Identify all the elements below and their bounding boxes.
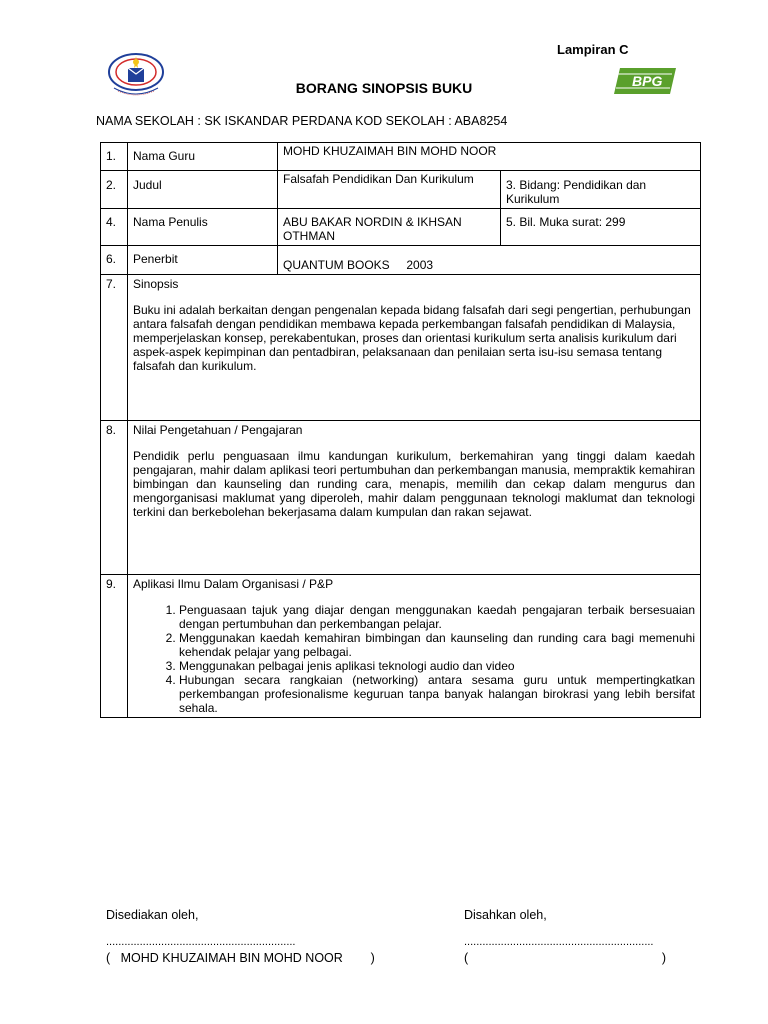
school-info: NAMA SEKOLAH : SK ISKANDAR PERDANA KOD SEKOLAH : ABA8254 bbox=[96, 114, 508, 128]
prepared-signature-line: .............................................................. bbox=[106, 936, 296, 948]
open-paren: ( bbox=[464, 951, 469, 965]
application-cell bbox=[128, 575, 701, 718]
publisher-value: QUANTUM BOOKS 2003 bbox=[278, 246, 701, 275]
row-number: 8. bbox=[101, 421, 128, 575]
field-label: Penerbit bbox=[128, 246, 278, 275]
page-title: BORANG SINOPSIS BUKU bbox=[295, 80, 473, 96]
synopsis-cell bbox=[128, 275, 701, 421]
prepared-by-name: ( MOHD KHUZAIMAH BIN MOHD NOOR ) bbox=[106, 951, 375, 965]
synopsis-text: Buku ini adalah berkaitan dengan pengenalan kepada bidang falsafah dari segi pengertian, perhubungan antara falsafah dengan pendidikan membawa kepada perkembangan falsafah pendidikan di Malaysia, memperjelaskan konsep, perekabentukan, proses dan orientasi kurikulum serta analisis kurikulum dari aspek-aspek kepimpinan dan pentadbiran, pelaksanaan dan penilaian serta isu-isu semasa tentang falsafah dan kurikulum. bbox=[133, 303, 691, 373]
row-application bbox=[101, 575, 701, 718]
field-label: Nama Guru bbox=[128, 143, 278, 171]
attachment-label: Lampiran C bbox=[557, 42, 629, 57]
row-publisher bbox=[101, 246, 701, 275]
list-item: 3. Menggunakan pelbagai jenis aplikasi teknologi audio dan video bbox=[179, 659, 695, 673]
section-heading: Sinopsis bbox=[133, 277, 179, 291]
row-number: 2. bbox=[101, 171, 128, 209]
list-item: 1. Penguasaan tajuk yang diajar dengan menggunakan kaedah pengajaran terbaik bersesuaian dengan pertumbuhan dan perkembangan pelajar. bbox=[179, 603, 695, 631]
approved-signature-line: .............................................................. bbox=[464, 936, 654, 948]
row-title bbox=[101, 171, 701, 209]
synopsis-form-table bbox=[100, 142, 701, 718]
row-number: 9. bbox=[101, 575, 128, 718]
row-number: 7. bbox=[101, 275, 128, 421]
approved-by-name bbox=[464, 951, 666, 965]
teacher-name-value: MOHD KHUZAIMAH BIN MOHD NOOR bbox=[278, 143, 701, 171]
author-value: ABU BAKAR NORDIN & IKHSAN OTHMAN bbox=[278, 209, 501, 246]
list-item: 4. Hubungan secara rangkaian (networking) antara sesama guru untuk mempertingkatkan perkembangan profesionalisme keguruan tanpa banyak halangan birokrasi yang lebih bersifat sehala. bbox=[179, 673, 695, 715]
row-number: 1. bbox=[101, 143, 128, 171]
application-list bbox=[133, 603, 695, 715]
close-paren: ) bbox=[661, 951, 666, 965]
knowledge-cell bbox=[128, 421, 701, 575]
svg-text:BPG: BPG bbox=[632, 73, 663, 89]
row-knowledge-value bbox=[101, 421, 701, 575]
approved-by-label: Disahkan oleh, bbox=[464, 908, 547, 922]
field-label: Judul bbox=[128, 171, 278, 209]
row-synopsis bbox=[101, 275, 701, 421]
row-author bbox=[101, 209, 701, 246]
list-item: 2. Menggunakan kaedah kemahiran bimbingan dan kaunseling dan runding cara bagi memenuhi kehendak pelajar yang pelbagai. bbox=[179, 631, 695, 659]
field-label: Nama Penulis bbox=[128, 209, 278, 246]
row-number: 6. bbox=[101, 246, 128, 275]
prepared-by-label: Disediakan oleh, bbox=[106, 908, 199, 922]
section-heading: Aplikasi Ilmu Dalam Organisasi / P&P bbox=[133, 577, 334, 591]
row-teacher-name bbox=[101, 143, 701, 171]
book-title-value: Falsafah Pendidikan Dan Kurikulum bbox=[278, 171, 501, 209]
knowledge-text: Pendidik perlu penguasaan ilmu kandungan kurikulum, berkemahiran yang tinggi dalam kaedah pengajaran, mahir dalam aplikasi teori pertumbuhan dan perkembangan manusia, mempraktik kemahiran bimbingan dan kaunseling dan runding cara, menapis, memilih dan cekap dalam mengurus dan mengorganisasi maklumat yang diperoleh, mahir dalam penggunaan teknologi maklumat dan teknologi terkini dan berkebolehan bekerjasama dalam kumpulan dan rakan sejawat. bbox=[133, 449, 695, 519]
section-heading: Nilai Pengetahuan / Pengajaran bbox=[133, 423, 303, 437]
field-value: 3. Bidang: Pendidikan dan Kurikulum bbox=[501, 171, 701, 209]
page-count-value: 5. Bil. Muka surat: 299 bbox=[501, 209, 701, 246]
row-number: 4. bbox=[101, 209, 128, 246]
